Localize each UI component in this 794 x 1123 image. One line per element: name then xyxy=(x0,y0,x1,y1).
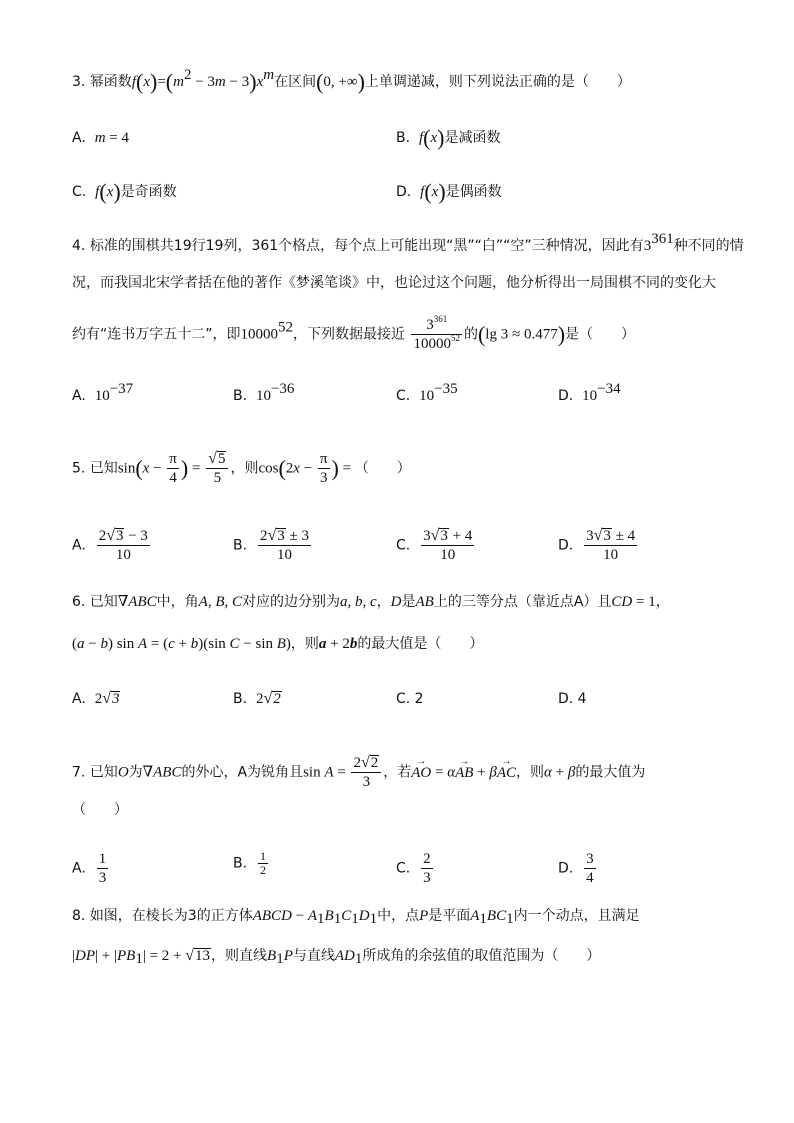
question-6-option-c[interactable]: C. 2 xyxy=(396,691,424,707)
question-5-option-d[interactable]: D. $\frac{3√3 \pm 4}{10}$ xyxy=(558,527,636,563)
question-5-option-a[interactable]: A. $\frac{2√3 - 3}{10}$ xyxy=(72,527,148,563)
question-5-stem: 5. 已知sin(x − $\frac{\pi}{4}$ ) = $\frac{√5}{5}$ ，则cos(2x − $\frac{\pi}{3}$ ) = （ ） xyxy=(72,450,411,486)
question-3-option-d[interactable]: D. f(x)是偶函数 xyxy=(396,179,502,204)
question-number: 4. xyxy=(72,238,86,254)
math-expr: f xyxy=(131,74,136,90)
question-3-option-a[interactable]: A. m = 4 xyxy=(72,130,129,146)
question-number: 8. xyxy=(72,908,86,924)
question-7-option-c[interactable]: C. $\frac{2}{3}$ xyxy=(396,851,431,886)
question-8-stem-line1: 8. 如图，在棱长为3的正方体ABCD − $A_1B_1C_1D_1$中，点P是平面$A_1BC_1$内一个动点，且满足 xyxy=(72,908,640,927)
question-number: 6. xyxy=(72,594,86,610)
question-4-stem-line1: 4. 标准的围棋共19行19列，361个格点，每个点上可能出现“黑”“白”“空”三种情况，因此有$3^{361}$种不同的情 xyxy=(72,231,744,254)
question-4-option-c[interactable]: C. $10^{-35}$ xyxy=(396,381,458,404)
question-3-stem: 3. 幂函数$f(x)=(m^2 - 3m - 3)x^m$在区间(0, +∞)上单调递减，则下列说法正确的是（ ） xyxy=(72,67,631,94)
question-7-option-d[interactable]: D. $\frac{3}{4}$ xyxy=(558,851,594,886)
question-4-option-b[interactable]: B. $10^{-36}$ xyxy=(233,381,295,404)
question-5-option-c[interactable]: C. $\frac{3√3 + 4}{10}$ xyxy=(396,527,473,563)
question-3-option-c[interactable]: C. f(x)是奇函数 xyxy=(72,179,177,204)
question-6-option-a[interactable]: A. 2√3 xyxy=(72,690,120,707)
question-4-option-d[interactable]: D. $10^{-34}$ xyxy=(558,381,621,404)
question-5-option-b[interactable]: B. $\frac{2√3 \pm 3}{10}$ xyxy=(233,527,309,563)
question-4-stem-line2: 况，而我国北宋学者括在他的著作《梦溪笔谈》中，也论过这个问题，他分析得出一局围棋不同的变化大 xyxy=(72,275,716,291)
question-8-stem-line2: $|DP| + |PB_1| = 2 + √13$，则直线$B_1P$与直线$AD_1$所成角的余弦值的取值范围为（ ） xyxy=(72,947,601,967)
question-4-stem-line3: 约有“连书万字五十二”，即10000$^{52}$，下列数据最接近 $\frac{3^{361}}{10000^{52}}$ 的(lg 3 ≈ 0.477)是（ ） xyxy=(72,314,636,352)
question-6-stem-line1: 6. 已知∇ABC中，角A, B, C对应的边分别为a, b, c，D是AB上的三等分点（靠近点A）且CD = 1， xyxy=(72,594,670,610)
question-number: 5. xyxy=(72,460,86,477)
question-number: 3. xyxy=(72,74,86,90)
question-6-option-b[interactable]: B. 2√2 xyxy=(233,690,281,707)
question-number: 7. xyxy=(72,764,86,781)
question-7-stem-line2: （ ） xyxy=(72,802,128,818)
question-3-option-b[interactable]: B. f(x)是减函数 xyxy=(396,125,501,150)
question-4-option-a[interactable]: A. $10^{-37}$ xyxy=(72,381,134,404)
question-7-option-a[interactable]: A. $\frac{1}{3}$ xyxy=(72,851,107,886)
question-7-stem-line1: 7. 已知O为∇ABC的外心，A为锐角且sin A = $\frac{2√2}{3}$ ，若→ AO = α→ AB + β→ AC，则α + β的最大值为 xyxy=(72,754,645,791)
question-6-stem-line2: (a − b) sin A = (c + b)(sin C − sin B)，则a + 2b的最大值是（ ） xyxy=(72,636,484,652)
question-6-option-d[interactable]: D. 4 xyxy=(558,691,587,707)
question-7-option-b[interactable]: B. $\frac{1}{2}$ xyxy=(233,849,266,877)
